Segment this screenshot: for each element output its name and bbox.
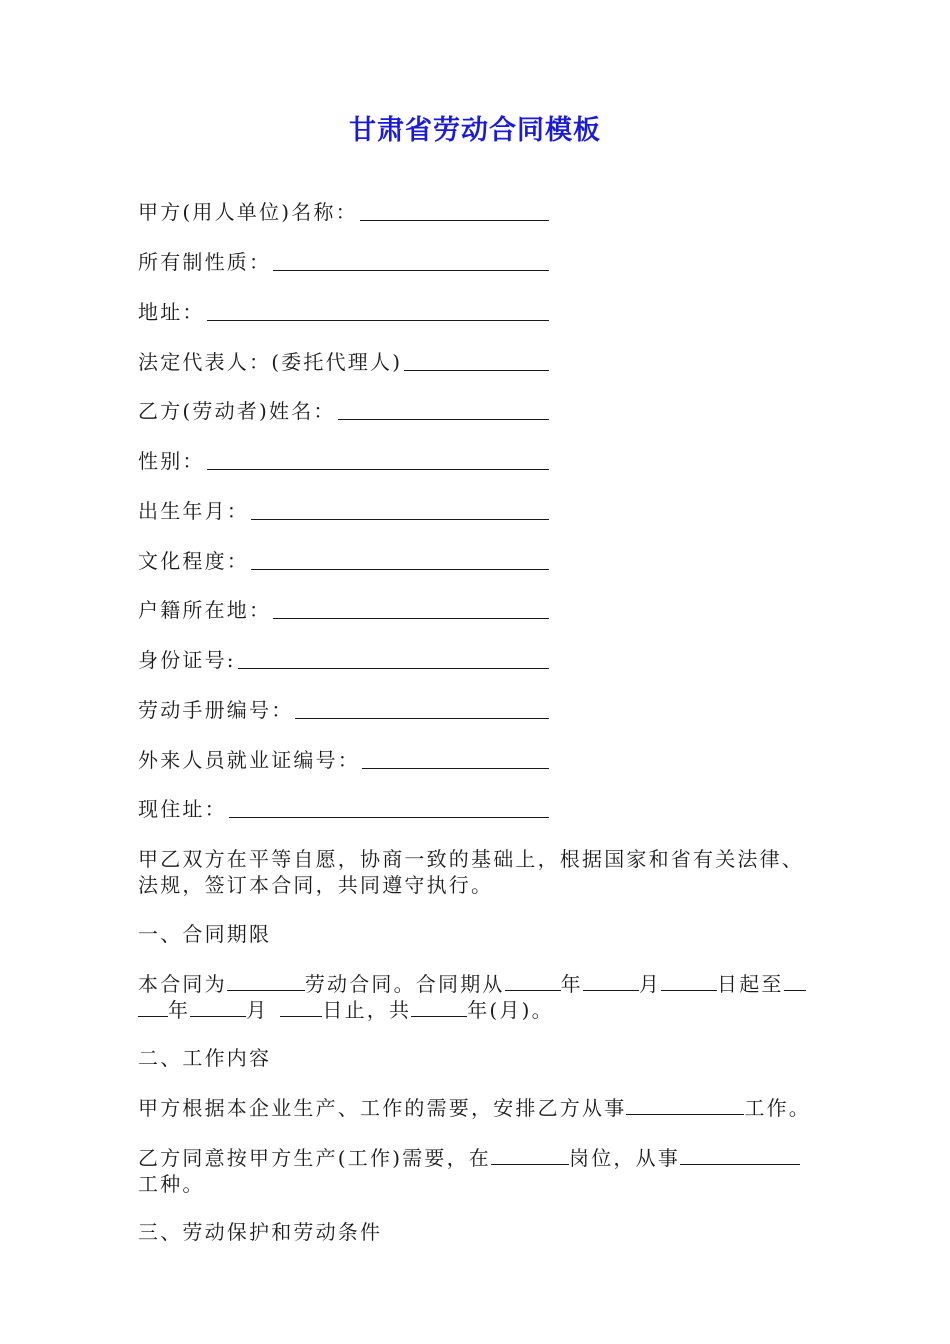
- birth-field: [138, 498, 549, 524]
- current-address-blank: [229, 817, 549, 818]
- education-blank: [251, 569, 549, 570]
- education-label: 文化程度：: [138, 549, 249, 573]
- work-text-c: 乙方同意按甲方生产(工作)需要，在: [138, 1146, 492, 1170]
- address-label: 地址：: [138, 300, 205, 324]
- term-text-a: 本合同为: [138, 972, 227, 996]
- gender-label: 性别：: [138, 449, 205, 473]
- labor-book-blank: [295, 718, 549, 719]
- id-number-field: [138, 647, 549, 673]
- worker-name-label: 乙方(劳动者)姓名：: [138, 399, 336, 423]
- work-content-blank: [626, 1096, 744, 1115]
- term-text-c: 年: [560, 972, 583, 996]
- term-text-h: 日止，共: [322, 998, 412, 1022]
- work-text-b: 工作。: [744, 1096, 812, 1120]
- end-month-blank: [190, 998, 246, 1017]
- term-paragraph-line-2: [138, 997, 554, 1023]
- ownership-label: 所有制性质：: [138, 250, 272, 274]
- end-year-blank-part-1: [784, 972, 806, 991]
- start-month-blank: [583, 972, 639, 991]
- term-text-e: 日起至: [717, 972, 784, 996]
- migrant-permit-label: 外来人员就业证编号：: [138, 748, 360, 772]
- ownership-field: [138, 249, 549, 275]
- work-text-d: 岗位，从事: [569, 1146, 681, 1170]
- labor-book-field: [138, 697, 549, 723]
- migrant-permit-field: [138, 747, 549, 773]
- start-day-blank: [661, 972, 717, 991]
- legal-rep-label: 法定代表人：(委托代理人): [138, 350, 403, 374]
- ownership-blank: [273, 270, 549, 271]
- intro-line-2: 法规，签订本合同，共同遵守执行。: [138, 873, 494, 897]
- gender-blank: [207, 469, 549, 470]
- end-day-blank: [280, 998, 322, 1017]
- work-paragraph-1: [138, 1095, 811, 1121]
- address-blank: [207, 320, 549, 321]
- current-address-field: [138, 796, 549, 822]
- household-label: 户籍所在地：: [138, 598, 272, 622]
- work-text-a: 甲方根据本企业生产、工作的需要，安排乙方从事: [138, 1096, 627, 1120]
- section-1-heading: 一、合同期限: [138, 922, 272, 946]
- start-year-blank: [505, 972, 561, 991]
- household-blank: [273, 618, 549, 619]
- address-field: [138, 299, 549, 325]
- term-text-b: 劳动合同。合同期从: [304, 972, 505, 996]
- employer-name-field: [138, 199, 549, 225]
- document-title: 甘肃省劳动合同模板: [349, 115, 601, 146]
- work-paragraph-2-line-2: 工种。: [138, 1172, 205, 1196]
- id-number-label: 身份证号:: [138, 648, 236, 672]
- gender-field: [138, 448, 549, 474]
- legal-rep-blank: [404, 370, 549, 371]
- worker-name-field: [138, 398, 549, 424]
- total-years-blank: [411, 998, 467, 1017]
- worker-name-blank: [338, 419, 549, 420]
- legal-rep-field: [138, 349, 549, 375]
- birth-blank: [251, 519, 549, 520]
- term-text-i: 年(月)。: [467, 998, 554, 1022]
- post-blank: [491, 1146, 569, 1165]
- term-text-g: 月: [246, 998, 269, 1022]
- job-type-blank: [680, 1146, 800, 1165]
- section-2-heading: 二、工作内容: [138, 1046, 272, 1070]
- section-3-heading: 三、劳动保护和劳动条件: [138, 1220, 383, 1244]
- term-text-f: 年: [168, 998, 191, 1022]
- household-field: [138, 597, 549, 623]
- migrant-permit-blank: [362, 768, 549, 769]
- contract-type-blank: [227, 972, 305, 991]
- term-text-d: 月: [638, 972, 662, 996]
- end-year-blank-part-2: [138, 998, 168, 1017]
- intro-line-1: 甲乙双方在平等自愿，协商一致的基础上，根据国家和省有关法律、: [138, 847, 804, 871]
- employer-name-blank: [360, 220, 549, 221]
- term-paragraph-line-1: [138, 971, 806, 997]
- work-paragraph-2-line-1: [138, 1145, 800, 1171]
- employer-name-label: 甲方(用人单位)名称：: [138, 200, 358, 224]
- labor-book-label: 劳动手册编号：: [138, 698, 294, 722]
- current-address-label: 现住址：: [138, 797, 227, 821]
- birth-label: 出生年月：: [138, 499, 249, 523]
- id-number-blank: [238, 668, 549, 669]
- education-field: [138, 548, 549, 574]
